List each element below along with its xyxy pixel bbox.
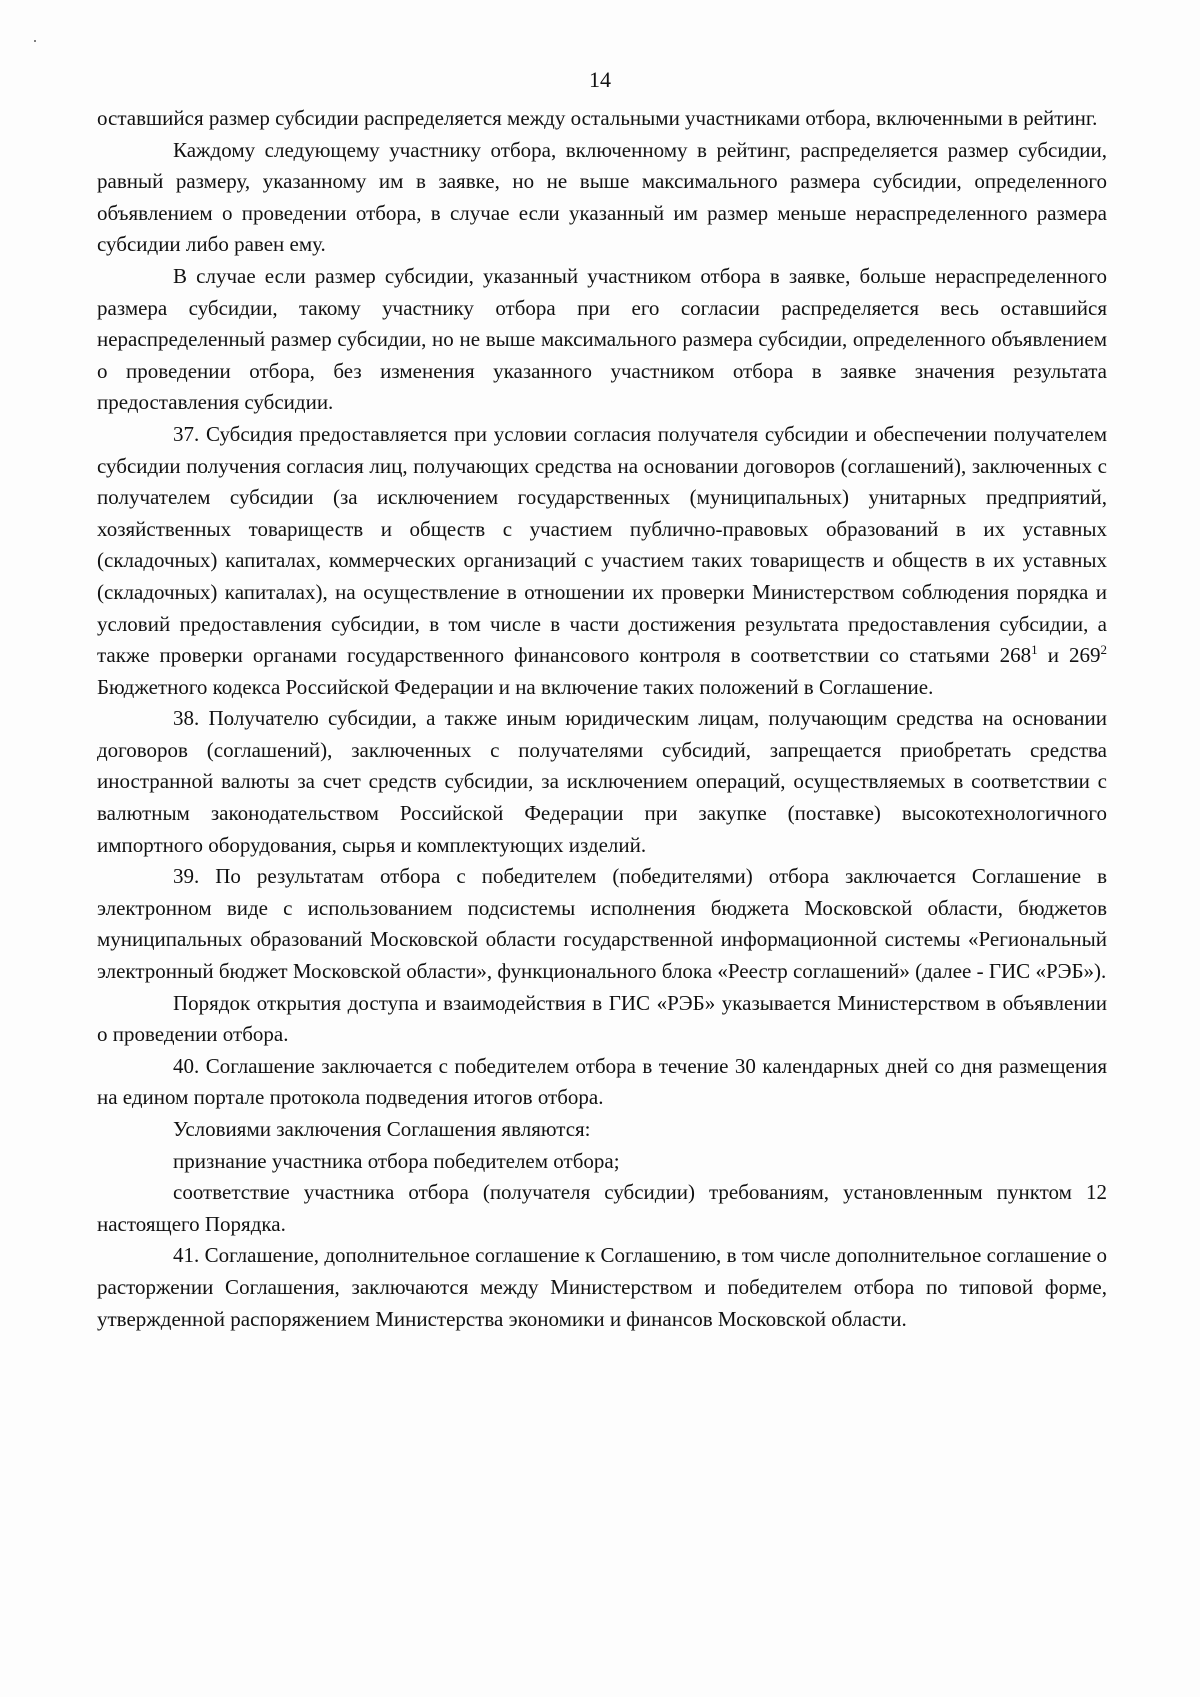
article-269-superscript: 2 bbox=[1100, 642, 1107, 658]
paragraph-conditions-intro: Условиями заключения Соглашения являются: bbox=[173, 1117, 591, 1141]
document-body bbox=[97, 103, 1107, 1335]
article-269: 269 bbox=[1068, 643, 1101, 668]
clause-37-text-end: Бюджетного кодекса Российской Федерации и на включение таких положений в Соглашение. bbox=[97, 674, 934, 699]
paragraph-clause-41: 41. Соглашение, дополнительное соглашение к Соглашению, в том числе дополнительное соглашение о расторжении Соглашения, заключаются между Министерством и победителем отбора по типовой форме, утвержденной распоряжением Министерства экономики и финансов Московской области. bbox=[97, 1243, 1107, 1331]
paragraph-clause-39: 39. По результатам отбора с победителем (победителями) отбора заключается Соглашение в электронном виде с использованием подсистемы исполнения бюджета Московской области, бюджетов муниципальных образований Московской области государственной информационной системы «Региональный электронный бюджет Московской области», функционального блока «Реестр соглашений» (далее - ГИС «РЭБ»). bbox=[97, 864, 1107, 984]
paragraph-rating-distribution: Каждому следующему участнику отбора, включенному в рейтинг, распределяется размер субсидии, равный размеру, указанному им в заявке, но не выше максимального размера субсидии, определенного объявлением о проведении отбора, в случае если указанный им размер меньше нераспределенного размера субсидии либо равен ему. bbox=[97, 137, 1107, 257]
paragraph-continuation: оставшийся размер субсидии распределяется между остальными участниками отбора, включенными в рейтинг. bbox=[97, 106, 1098, 130]
paragraph-condition-requirements: соответствие участника отбора (получателя субсидии) требованиям, установленным пунктом 12 настоящего Порядка. bbox=[97, 1180, 1107, 1236]
paragraph-clause-38: 38. Получателю субсидии, а также иным юридическим лицам, получающим средства на основании договоров (соглашений), заключенных с получателями субсидий, запрещается приобретать средства иностранной валюты за счет средств субсидии, за исключением операций, осуществляемых в соответствии с валютным законодательством Российской Федерации при закупке (поставке) высокотехнологичного импортного оборудования, сырья и комплектующих изделий. bbox=[97, 706, 1107, 857]
paragraph-gis-access: Порядок открытия доступа и взаимодействия в ГИС «РЭБ» указывается Министерством в объявлении о проведении отбора. bbox=[97, 990, 1107, 1047]
scan-speck bbox=[34, 40, 36, 42]
paragraph-clause-40: 40. Соглашение заключается с победителем отбора в течение 30 календарных дней со дня размещения на едином портале протокола подведения итогов отбора. bbox=[97, 1053, 1107, 1110]
clause-37-text: 37. Субсидия предоставляется при условии согласия получателя субсидии и обеспечении получателем субсидии получения согласия лиц, получающих средства на основании договоров (соглашений), заключенных с получателем субсидии (за исключением государственных (муниципальных) унитарных предприятий, хозяйственных товариществ и обществ с участием публично-правовых образований в их уставных (складочных) капиталах, коммерческих организаций с участием таких товариществ и обществ в их уставных (складочных) капиталах), на осуществление в отношении их проверки Министерством соблюдения порядка и условий предоставления субсидии, в том числе в части достижения результата предоставления субсидии, а также проверки органами государственного финансового контроля в соответствии со статьями bbox=[97, 421, 1107, 668]
paragraph-remaining-subsidy: В случае если размер субсидии, указанный участником отбора в заявке, больше нераспределенного размера субсидии, такому участнику отбора при его согласии распределяется весь оставшийся нераспределенный размер субсидии, но не выше максимального размера субсидии, определенного объявлением о проведении отбора, без изменения указанного участником отбора в заявке значения результата предоставления субсидии. bbox=[97, 263, 1107, 415]
article-268: 268 bbox=[999, 643, 1032, 668]
article-268-superscript: 1 bbox=[1031, 642, 1038, 658]
paragraph-condition-winner: признание участника отбора победителем отбора; bbox=[173, 1148, 620, 1173]
clause-37-conjunction: и bbox=[1037, 643, 1069, 668]
paragraph-clause-37 bbox=[97, 419, 1107, 703]
page-number: 14 bbox=[589, 67, 611, 92]
